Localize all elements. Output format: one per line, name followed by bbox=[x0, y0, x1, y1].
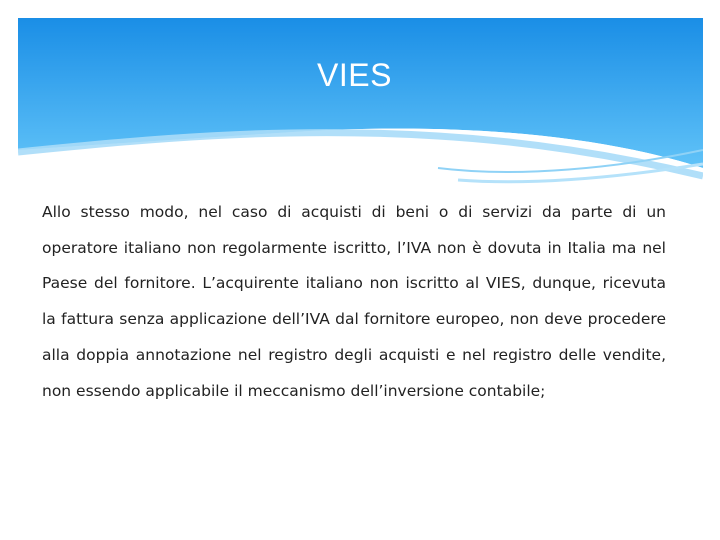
title-banner bbox=[18, 18, 703, 190]
banner-background bbox=[18, 18, 703, 190]
body-paragraph: Allo stesso modo, nel caso di acquisti di beni o di servizi da parte di un operatore italiano non regolarmente iscritto, l’IVA non è dovuta in Italia ma nel Paese del fornitore. L’acquirente italiano non iscritto al VIES, dunque, ricevuta la fattura senza applicazione dell’IVA dal fornitore europeo, non deve procedere alla doppia annotazione nel registro degli acquisti e nel registro delle vendite, non essendo applicabile il meccanismo dell’inversione contabile; bbox=[42, 203, 666, 400]
slide-title bbox=[18, 55, 703, 95]
slide-title-text: VIES bbox=[317, 57, 392, 93]
